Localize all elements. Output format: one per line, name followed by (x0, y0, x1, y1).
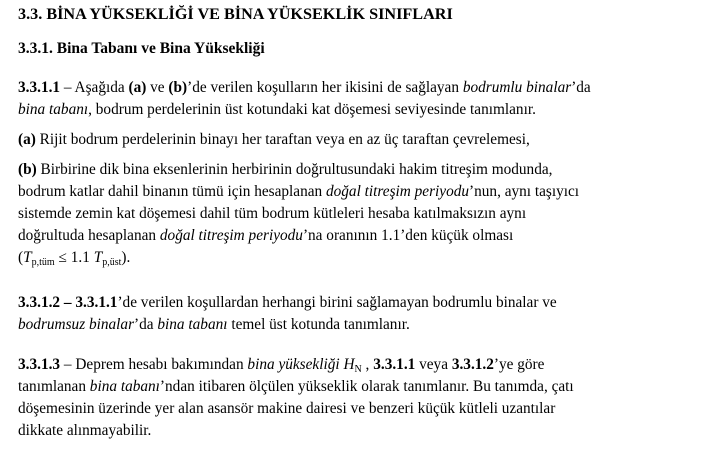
formula-symbol: T (23, 249, 32, 266)
formula-operator: ≤ 1.1 (54, 249, 94, 266)
text-span: , bodrum perdelerinin üst kotundaki kat döşemesi seviyesinde tanımlanır. (88, 101, 536, 118)
text-span: ve (146, 79, 169, 96)
term-italic: bina tabanı (89, 378, 160, 395)
item-b (18, 159, 708, 269)
formula-line (18, 247, 708, 269)
formula-symbol: H (343, 356, 355, 373)
text-span: ’de verilen koşullardan herhangi birini sağlamayan bodrumlu binalar ve (117, 294, 557, 311)
clause-number: 3.3.1.3 (18, 356, 61, 373)
term-italic: bina yüksekliği (247, 356, 340, 373)
term-italic: bina tabanı (157, 316, 228, 333)
paragraph-line (18, 129, 708, 151)
paragraph-line: sistemde zemin kat döşemesi dahil tüm bodrum kütleleri hesaba katılmaksızın aynı (18, 205, 527, 222)
term-italic: bina tabanı (18, 101, 89, 118)
formula-subscript: N (354, 364, 362, 375)
clause-reference: 3.3.1.2 (451, 356, 494, 373)
paragraph-line: döşemesinin üzerinde yer alan asansör makine dairesi ve benzeri küçük kütleli uzantılar (18, 400, 556, 417)
section-heading: 3.3. BİNA YÜKSEKLİĞİ VE BİNA YÜKSEKLİK SINIFLARI (18, 5, 453, 23)
text-span: doğrultuda hesaplanan (18, 227, 160, 244)
paragraph-line (18, 181, 708, 203)
text-span: ’ye göre (493, 356, 545, 373)
text-span: ’de verilen koşulların her ikisini de sağlayan (187, 79, 463, 96)
clause-number: 3.3.1.2 (18, 294, 61, 311)
text-span: Birbirine dik bina eksenlerinin herbirinin doğrultusundaki hakim titreşim modunda, (36, 161, 553, 178)
clause-dash: – (60, 294, 76, 311)
formula-paren: ). (121, 249, 131, 266)
paragraph-3-3-1-1 (18, 77, 708, 121)
formula-symbol: T (93, 249, 103, 266)
item-label: (a) (18, 131, 36, 148)
paragraph-3-3-1-3 (18, 354, 708, 442)
clause-number: 3.3.1.1 (18, 79, 61, 96)
term-italic: doğal titreşim periyodu (325, 183, 470, 200)
text-span: – Aşağıda (60, 79, 129, 96)
formula-subscript: p,üst (102, 257, 122, 268)
paragraph-line (18, 314, 708, 336)
text-span: Rijit bodrum perdelerinin binayı her taraftan veya en az üç taraftan çevrelemesi, (35, 131, 530, 148)
item-label: (b) (18, 161, 37, 178)
text-span: ’da (134, 316, 158, 333)
clause-reference: 3.3.1.1 (75, 294, 118, 311)
item-ref-b: (b) (168, 79, 188, 96)
text-span: bodrum katlar dahil binanın tümü için hesaplanan (18, 183, 326, 200)
clause-reference: 3.3.1.1 (373, 356, 416, 373)
paragraph-line (18, 376, 708, 398)
term-italic: bodrumsuz binalar (18, 316, 135, 333)
paragraph-line (18, 77, 708, 99)
text-span: temel üst kotunda tanımlanır. (227, 316, 410, 333)
paragraph-line (18, 159, 708, 181)
text-span: , (361, 356, 374, 373)
paragraph-line (18, 292, 708, 314)
text-span: tanımlanan (18, 378, 90, 395)
paragraph-3-3-1-2 (18, 292, 708, 336)
paragraph-line (18, 225, 708, 247)
text-span: veya (415, 356, 452, 373)
text-span: ’nun, aynı taşıyıcı (469, 183, 580, 200)
paragraph-line (18, 99, 708, 121)
text-span: ’na oranının 1.1’den küçük olması (302, 227, 514, 244)
text-span: ’da (571, 79, 591, 96)
term-italic: doğal titreşim periyodu (159, 227, 303, 244)
text-span: ’ndan itibaren ölçülen yükseklik olarak tanımlanır. Bu tanımda, çatı (159, 378, 574, 395)
formula-paren: ( (18, 249, 24, 266)
paragraph-line: dikkate alınmayabilir. (18, 422, 152, 439)
paragraph-line (18, 354, 708, 376)
text-span: – Deprem hesabı bakımından (60, 356, 248, 373)
item-a (18, 129, 708, 151)
term-italic: bodrumlu binalar (462, 79, 572, 96)
subsection-heading: 3.3.1. Bina Tabanı ve Bina Yüksekliği (18, 40, 265, 57)
item-ref-a: (a) (128, 79, 147, 96)
formula-subscript: p,tüm (31, 257, 55, 268)
